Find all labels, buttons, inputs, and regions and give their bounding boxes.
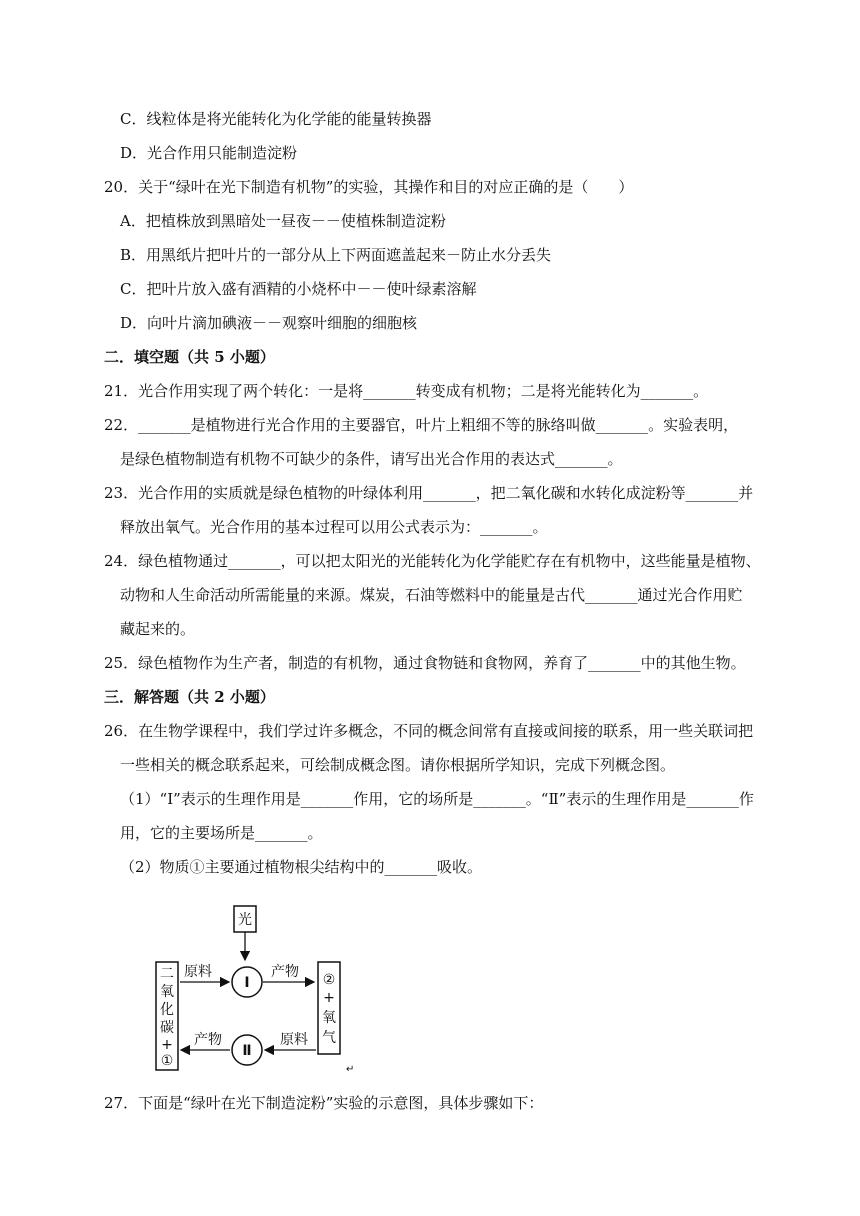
right-box-oxygen: [318, 962, 340, 1054]
left-box-char: 化: [160, 1002, 174, 1018]
question-26-line2: 一些相关的概念联系起来，可绘制成概念图。请你根据所学知识，完成下列概念图。: [120, 756, 676, 774]
left-box-char: 二: [160, 966, 174, 982]
section-fill-in-heading: 二．填空题（共 5 小题）: [104, 348, 275, 366]
question-24-line1: 24．绿色植物通过_______，可以把太阳光的光能转化为化学能贮存在有机物中，这些能量是植物、: [104, 552, 761, 570]
right-box-char: +: [323, 990, 335, 1006]
node-2-label: Ⅱ: [242, 1043, 252, 1059]
option-q20-d: D．向叶片滴加碘液－－观察叶细胞的细胞核: [120, 314, 418, 332]
right-box-char: 氧: [322, 1010, 336, 1026]
question-23-line2: 释放出氧气。光合作用的基本过程可以用公式表示为：_______。: [120, 518, 548, 536]
right-box-char: 气: [322, 1030, 336, 1046]
question-27: 27．下面是“绿叶在光下制造淀粉”实验的示意图，具体步骤如下：: [104, 1094, 544, 1112]
light-label: 光: [238, 912, 252, 928]
question-21: 21．光合作用实现了两个转化：一是将_______转变成有机物；二是将光能转化为_______。: [104, 382, 709, 400]
question-25: 25．绿色植物作为生产者，制造的有机物，通过食物链和食物网，养育了_______中的其他生物。: [104, 654, 746, 672]
question-26-part2: （2）物质①主要通过植物根尖结构中的_______吸收。: [120, 858, 483, 876]
left-box-char: 氧: [160, 984, 174, 1000]
question-24-line2: 动物和人生命活动所需能量的来源。煤炭，石油等燃料中的能量是古代_______通过光合作用贮: [120, 586, 743, 604]
node-1-label: Ⅰ: [244, 975, 250, 991]
option-q19-c: C．线粒体是将光能转化为化学能的能量转换器: [120, 110, 432, 128]
option-q19-d: D．光合作用只能制造淀粉: [120, 144, 298, 162]
left-box-char: +: [161, 1037, 173, 1053]
label-raw-material-top: 原料: [184, 964, 212, 980]
left-box-co2: [156, 962, 178, 1070]
node-process-2: [232, 1035, 262, 1065]
question-26-part1b: 用，它的主要场所是_______。: [120, 824, 323, 842]
question-22-line2: 是绿色植物制造有机物不可缺少的条件，请写出光合作用的表达式_______。: [120, 450, 623, 468]
question-26-line1: 26．在生物学课程中，我们学过许多概念，不同的概念间常有直接或间接的联系，用一些关联词把: [104, 722, 754, 740]
question-23-line1: 23．光合作用的实质就是绿色植物的叶绿体利用_______，把二氧化碳和水转化成淀粉等_______并: [104, 484, 754, 502]
option-q20-b: B．用黑纸片把叶片的一部分从上下两面遮盖起来－防止水分丢失: [120, 246, 552, 264]
return-mark: ↵: [346, 1064, 355, 1075]
left-box-char: ①: [160, 1053, 174, 1069]
question-26-part1a: （1）“Ⅰ”表示的生理作用是_______作用，它的场所是_______。“Ⅱ”表示的生理作用是_______作: [120, 790, 754, 808]
label-product-bottom: 产物: [194, 1032, 222, 1048]
question-22-line1: 22．_______是植物进行光合作用的主要器官，叶片上粗细不等的脉络叫做_______。实验表明，: [104, 416, 739, 434]
label-product-top: 产物: [271, 964, 299, 980]
concept-map-diagram: [150, 900, 370, 1076]
light-box: [234, 906, 256, 932]
question-24-line3: 藏起来的。: [120, 620, 196, 638]
question-20-stem: 20．关于“绿叶在光下制造有机物”的实验，其操作和目的对应正确的是（ ）: [104, 178, 634, 196]
node-process-1: [232, 967, 262, 997]
section-answer-heading: 三．解答题（共 2 小题）: [104, 688, 275, 706]
left-box-char: 碳: [160, 1020, 174, 1036]
option-q20-c: C．把叶片放入盛有酒精的小烧杯中－－使叶绿素溶解: [120, 280, 477, 298]
option-q20-a: A．把植株放到黑暗处一昼夜－－使植株制造淀粉: [120, 212, 446, 230]
label-raw-material-bottom: 原料: [280, 1032, 308, 1048]
right-box-char: ②: [322, 972, 336, 988]
